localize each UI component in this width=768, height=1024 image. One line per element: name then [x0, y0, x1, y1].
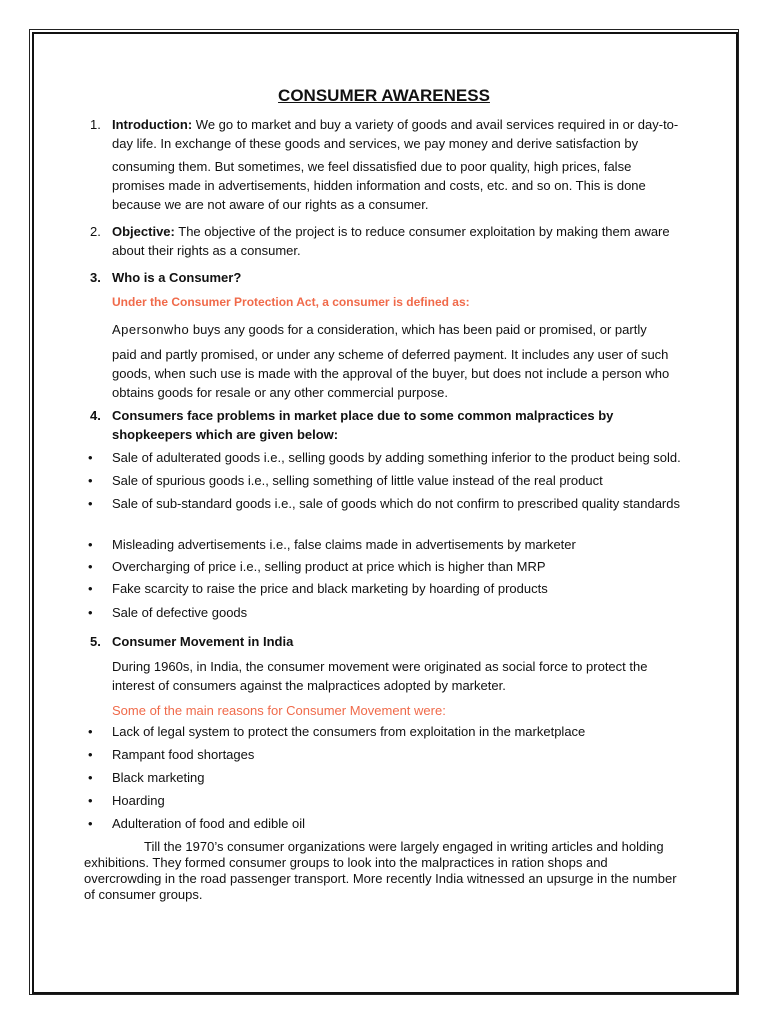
section-heading: Who is a Consumer?: [112, 270, 242, 285]
list-item: • Lack of legal system to protect the consumers from exploitation in the marketplace: [88, 724, 586, 739]
bullet-icon: •: [88, 793, 93, 808]
bullet-icon: •: [88, 537, 93, 552]
section-consumer-movement: [84, 632, 684, 651]
bullet-icon: •: [88, 747, 93, 762]
section-number: 5.: [90, 634, 101, 649]
section-heading: Objective:: [112, 224, 175, 239]
section-number: 2.: [90, 224, 101, 239]
document-title: CONSUMER AWARENESS: [278, 86, 490, 105]
section-heading: Consumers face problems in market place due to some common malpractices by shopkeepers which are given below:: [112, 408, 614, 442]
bullet-icon: •: [88, 770, 93, 785]
bullet-icon: •: [88, 473, 93, 488]
section-heading: Consumer Movement in India: [112, 634, 294, 649]
section-number: 1.: [90, 117, 101, 132]
section-text: The objective of the project is to reduce consumer exploitation by making them aware about their rights as a consumer.: [112, 224, 670, 258]
section-text-continued: consuming them. But sometimes, we feel dissatisfied due to poor quality, high prices, false promises made in advertisements, hidden information and costs, etc. and so on. This is done because we are not aware of our rights as a consumer.: [112, 159, 646, 212]
list-item: • Sale of defective goods: [88, 605, 248, 620]
section-malpractices: [84, 406, 684, 444]
bullet-icon: •: [88, 724, 93, 739]
list-item: • Overcharging of price i.e., selling product at price which is higher than MRP: [88, 559, 546, 574]
section-number: 4.: [90, 408, 101, 423]
section-text: [84, 320, 684, 339]
bullet-icon: •: [88, 450, 93, 465]
section-subheading: Under the Consumer Protection Act, a consumer is defined as:: [112, 295, 470, 309]
section-text-line: buys any goods for a consideration, which has been paid or promised, or partly: [189, 322, 647, 337]
section-text-continued: paid and partly promised, or under any scheme of deferred payment. It includes any user of such goods, when such use is made with the approval of the buyer, but does not include a person who obtains goods for resale or any other commercial purpose.: [112, 347, 670, 400]
list-item: • Sale of sub-standard goods i.e., sale of goods which do not confirm to prescribed quality standards: [88, 496, 680, 511]
bullet-icon: •: [88, 496, 93, 511]
bullet-icon: •: [88, 581, 93, 596]
section-text: During 1960s, in India, the consumer movement were originated as social force to protect the interest of consumers against the malpractices adopted by marketer.: [112, 659, 648, 693]
list-item: • Adulteration of food and edible oil: [88, 816, 305, 831]
section-text-lead: Apersonwho: [112, 322, 190, 337]
section-who-is-consumer: [84, 268, 684, 287]
section-subheading: Some of the main reasons for Consumer Movement were:: [112, 703, 446, 718]
closing-paragraph: Till the 1970’s consumer organizations were largely engaged in writing articles and holding exhibitions. They formed consumer groups to look into the malpractices in ration shops and overcrowding in the road passenger transport. More recently India witnessed an upsurge in the number of consumer groups.: [84, 839, 677, 902]
list-item: • Sale of adulterated goods i.e., selling goods by adding something inferior to the product being sold.: [88, 450, 681, 465]
list-item: • Misleading advertisements i.e., false claims made in advertisements by marketer: [88, 537, 576, 552]
section-objective: [84, 222, 684, 260]
section-number: 3.: [90, 270, 101, 285]
malpractice-list-a: [84, 448, 684, 513]
list-item: • Rampant food shortages: [88, 747, 255, 762]
bullet-icon: •: [88, 816, 93, 831]
list-item: • Fake scarcity to raise the price and black marketing by hoarding of products: [88, 581, 548, 596]
bullet-icon: •: [88, 559, 93, 574]
section-introduction: [84, 115, 684, 153]
document-body: [84, 86, 684, 903]
malpractice-list-b: [84, 535, 684, 622]
list-item: • Hoarding: [88, 793, 165, 808]
section-text: We go to market and buy a variety of goods and avail services required in or day-to-day life. In exchange of these goods and services, we pay money and derive satisfaction by: [112, 117, 679, 151]
movement-reasons-list: [84, 722, 684, 833]
bullet-icon: •: [88, 605, 93, 620]
section-heading: Introduction:: [112, 117, 193, 132]
list-item: • Black marketing: [88, 770, 205, 785]
list-item: • Sale of spurious goods i.e., selling something of little value instead of the real product: [88, 473, 603, 488]
